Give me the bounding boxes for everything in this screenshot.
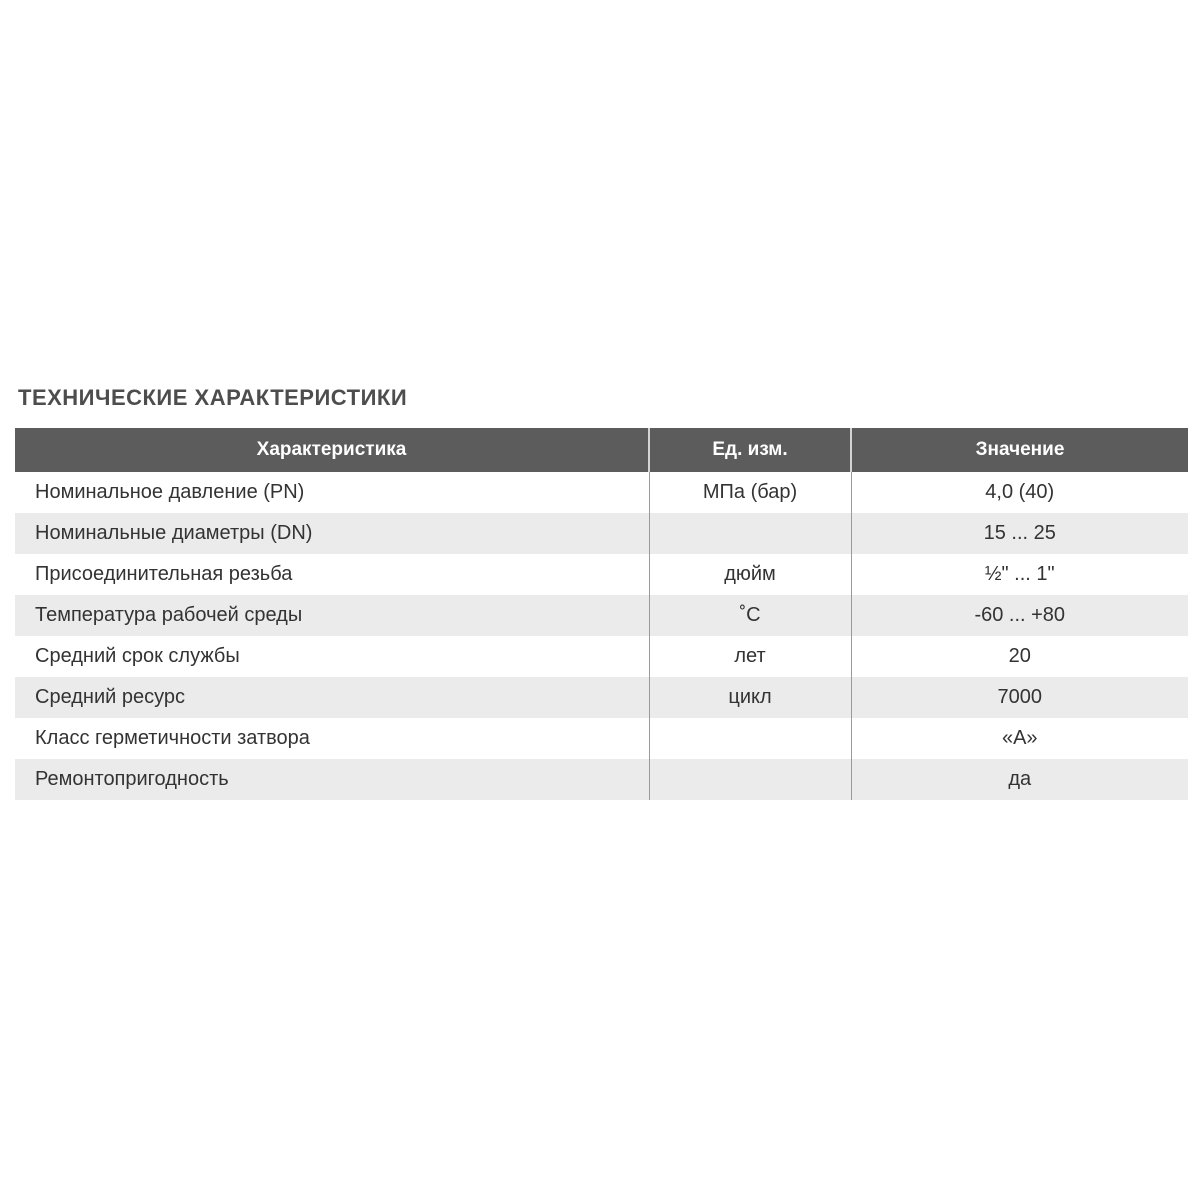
value-cell: 15 ... 25 bbox=[851, 513, 1188, 554]
value-cell: 20 bbox=[851, 636, 1188, 677]
characteristic-cell: Присоединительная резьба bbox=[15, 554, 649, 595]
table-row bbox=[15, 677, 1188, 718]
unit-cell: лет bbox=[649, 636, 851, 677]
unit-cell: ˚С bbox=[649, 595, 851, 636]
unit-cell: цикл bbox=[649, 677, 851, 718]
unit-cell bbox=[649, 513, 851, 554]
value-cell: 4,0 (40) bbox=[851, 472, 1188, 513]
unit-cell: МПа (бар) bbox=[649, 472, 851, 513]
unit-cell bbox=[649, 759, 851, 800]
value-cell: 7000 bbox=[851, 677, 1188, 718]
header-unit: Ед. изм. bbox=[649, 428, 851, 472]
table-row bbox=[15, 636, 1188, 677]
specifications-table bbox=[15, 428, 1188, 800]
characteristic-cell: Ремонтопригодность bbox=[15, 759, 649, 800]
unit-cell: дюйм bbox=[649, 554, 851, 595]
header-characteristic: Характеристика bbox=[15, 428, 649, 472]
characteristic-cell: Класс герметичности затвора bbox=[15, 718, 649, 759]
value-cell: «А» bbox=[851, 718, 1188, 759]
table-header-row bbox=[15, 428, 1188, 472]
table-row bbox=[15, 513, 1188, 554]
section-title: ТЕХНИЧЕСКИЕ ХАРАКТЕРИСТИКИ bbox=[18, 385, 408, 410]
characteristic-cell: Номинальное давление (PN) bbox=[15, 472, 649, 513]
value-cell: да bbox=[851, 759, 1188, 800]
unit-cell bbox=[649, 718, 851, 759]
characteristic-cell: Средний ресурс bbox=[15, 677, 649, 718]
value-cell: -60 ... +80 bbox=[851, 595, 1188, 636]
characteristic-cell: Температура рабочей среды bbox=[15, 595, 649, 636]
table-row bbox=[15, 759, 1188, 800]
table-row bbox=[15, 554, 1188, 595]
table-row bbox=[15, 472, 1188, 513]
characteristic-cell: Номинальные диаметры (DN) bbox=[15, 513, 649, 554]
table-row bbox=[15, 595, 1188, 636]
header-value: Значение bbox=[851, 428, 1188, 472]
characteristic-cell: Средний срок службы bbox=[15, 636, 649, 677]
value-cell: ½" ... 1" bbox=[851, 554, 1188, 595]
table-row bbox=[15, 718, 1188, 759]
